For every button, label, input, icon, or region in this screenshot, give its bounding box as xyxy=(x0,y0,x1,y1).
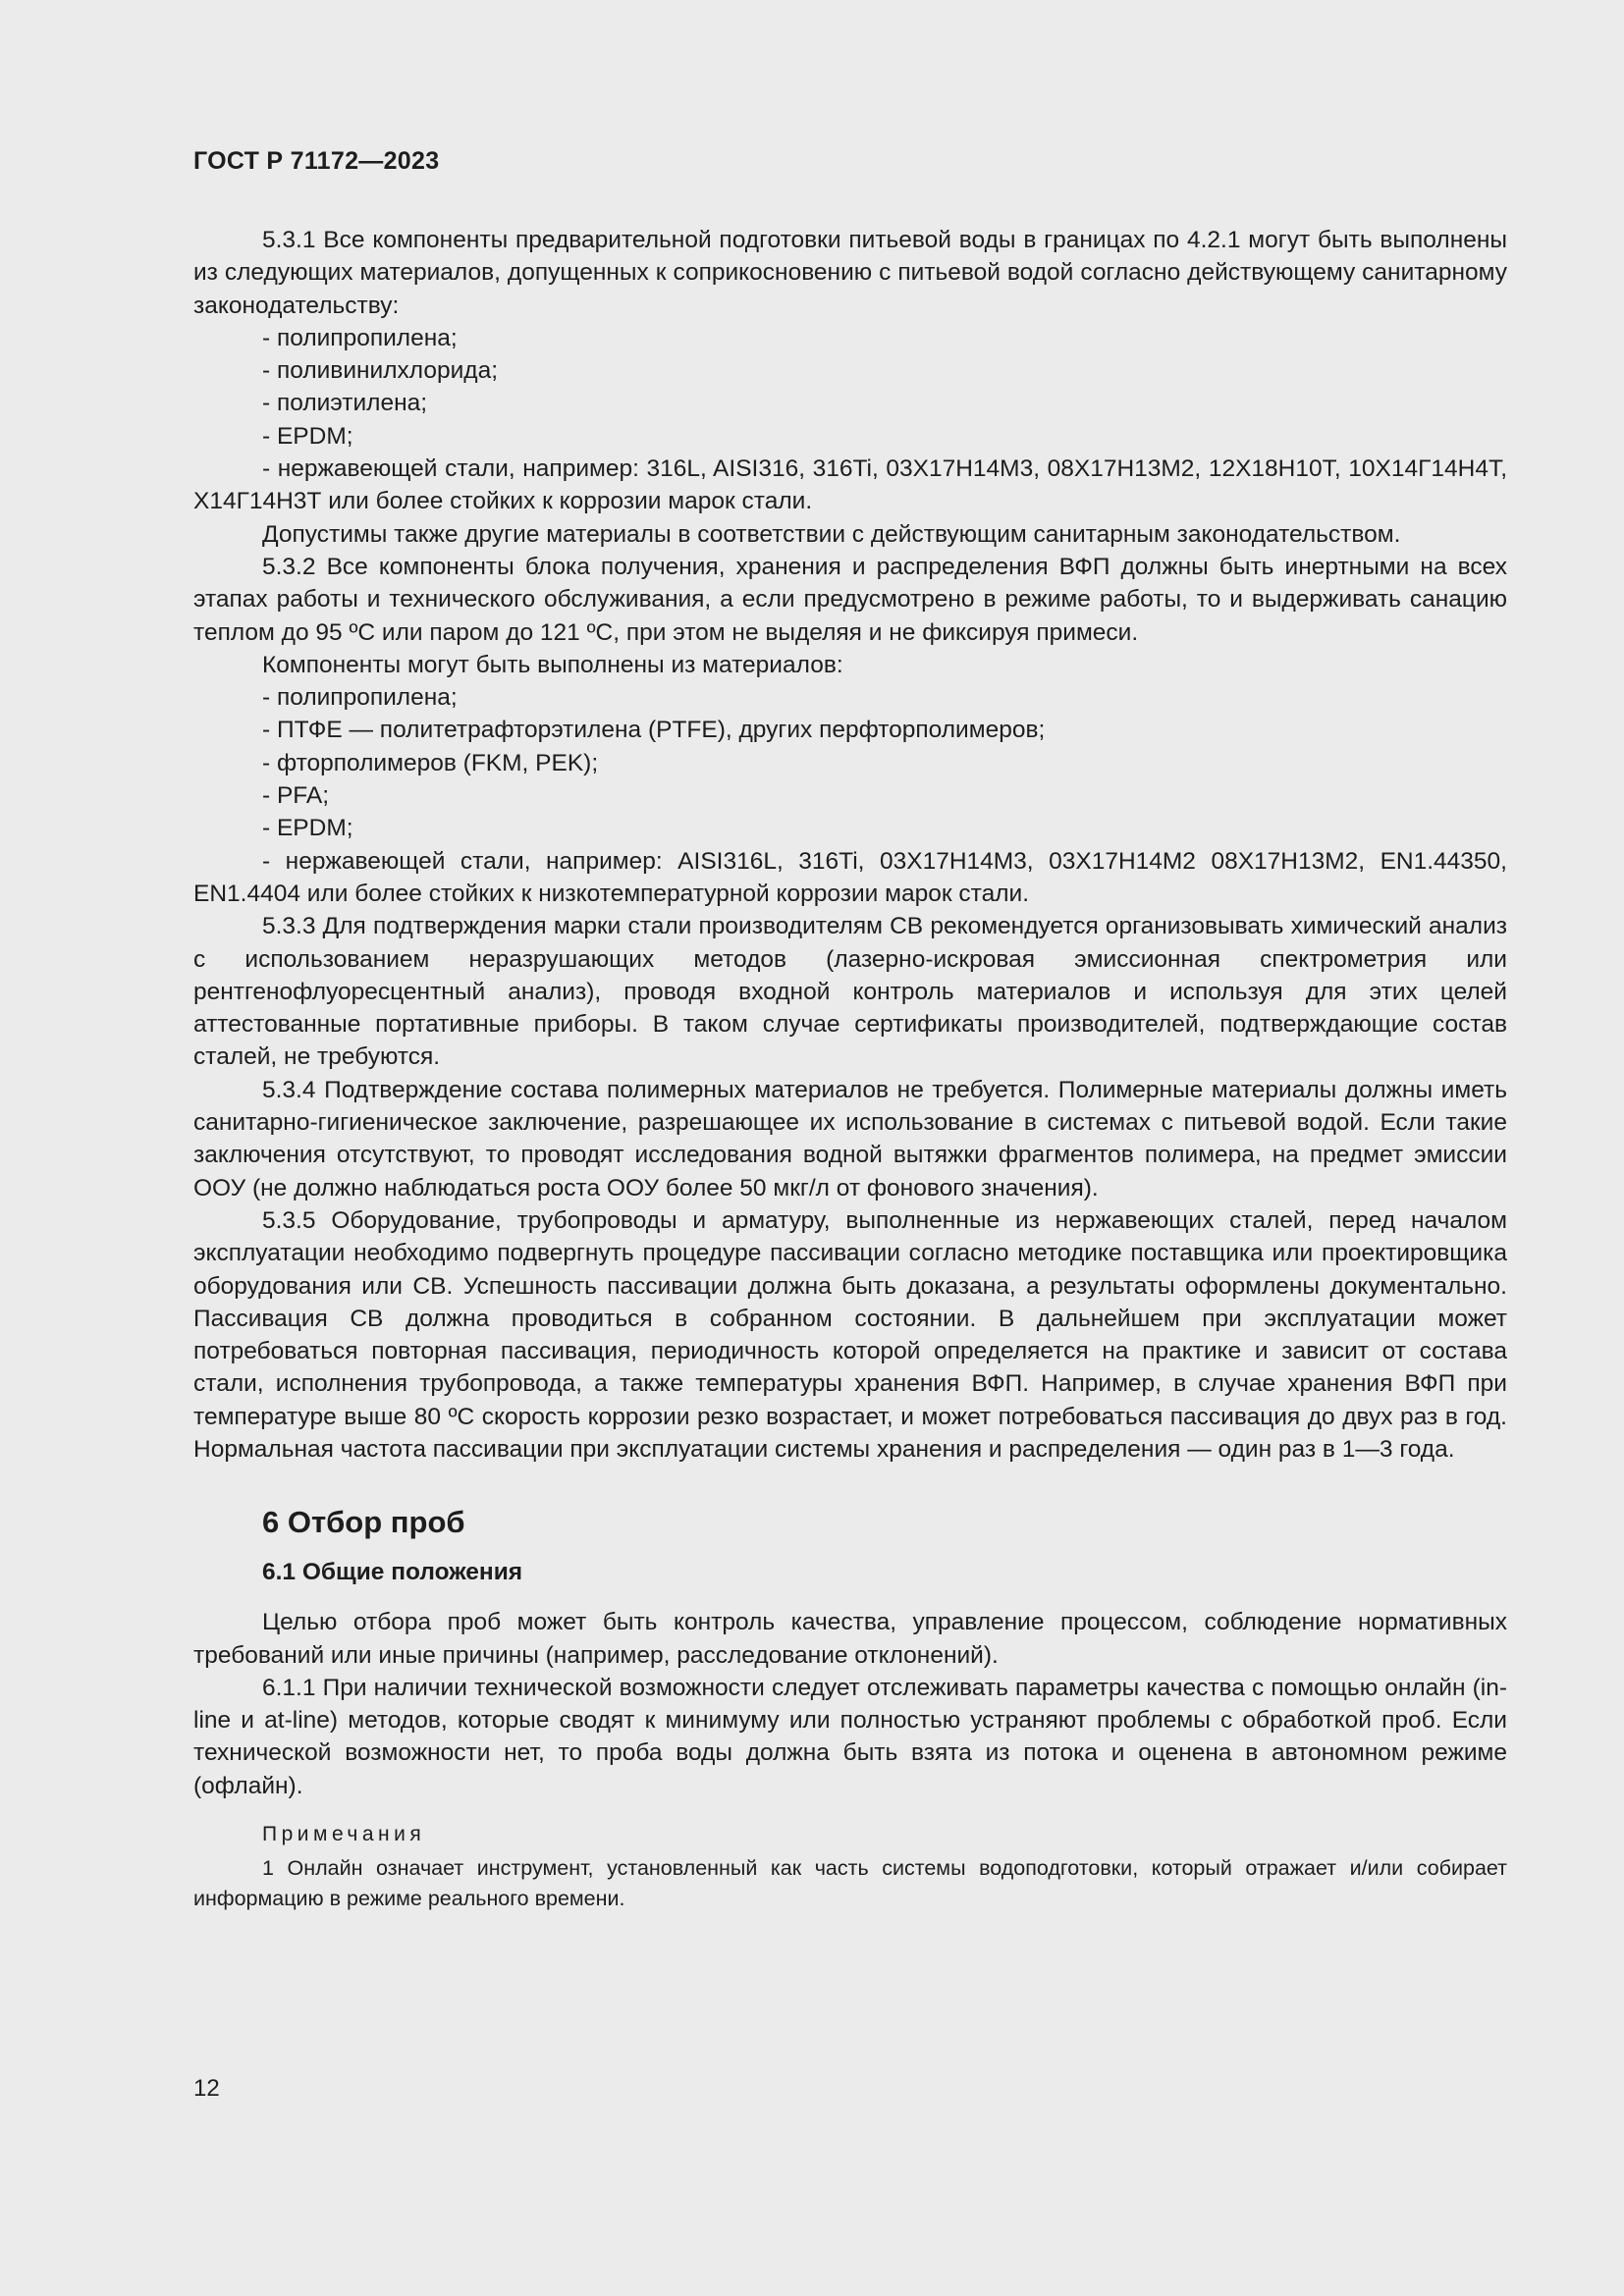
page-number: 12 xyxy=(193,2075,220,2102)
list-item: - полипропилена; xyxy=(262,684,458,712)
document-header: ГОСТ Р 71172—2023 xyxy=(193,147,440,175)
list-item: - фторполимеров (FKM, PEK); xyxy=(262,749,599,776)
list-item: - поливинилхлорида; xyxy=(262,357,498,385)
list-item: - EPDM; xyxy=(262,815,353,842)
section-6-heading: 6 Отбор проб xyxy=(262,1505,465,1540)
list-item: - полипропилена; xyxy=(262,324,458,351)
paragraph-5-3-2-intro: Компоненты могут быть выполнены из материалов: xyxy=(262,651,843,678)
paragraph-5-3-2: 5.3.2 Все компоненты блока получения, хранения и распределения ВФП должны быть инертными на всех этапах работы и технического обслуживания, а если предусмотрено в режиме работы, то и выдерживать санацию теплом до 95 ºС или паром до 121 ºС, при этом не выделяя и не фиксируя примеси. xyxy=(193,553,1507,646)
paragraph-5-3-1: 5.3.1 Все компоненты предварительной подготовки питьевой воды в границах по 4.2.1 могут быть выполнены из следующих материалов, допущенных к соприкосновению с питьевой водой согласно действующему санитарному законодательству: xyxy=(193,227,1507,319)
list-item: - нержавеющей стали, например: AISI316L, 316Ti, 03Х17Н14М3, 03Х17Н14М2 08Х17Н13М2, EN1.44350, EN1.4404 или более стойких к низкотемпературной коррозии марок стали. xyxy=(193,847,1507,907)
list-item: - EPDM; xyxy=(262,422,353,450)
paragraph-5-3-4: 5.3.4 Подтверждение состава полимерных материалов не требуется. Полимерные материалы должны иметь санитарно-гигиеническое заключение, разрешающее их использование в системах с питьевой водой. Если такие заключения отсутствуют, то проводят исследования водной вытяжки фрагментов полимера, на предмет эмиссии ООУ (не должно наблюдаться роста ООУ более 50 мкг/л от фонового значения). xyxy=(193,1076,1507,1201)
note-1: 1 Онлайн означает инструмент, установленный как часть системы водоподготовки, который отражает и/или собирает информацию в режиме реального времени. xyxy=(193,1856,1507,1911)
section-6-1-heading: 6.1 Общие положения xyxy=(262,1559,523,1586)
paragraph-5-3-1-extra: Допустимы также другие материалы в соответствии с действующим санитарным законодательством. xyxy=(262,520,1401,548)
list-item: - PFA; xyxy=(262,782,330,810)
paragraph-5-3-5: 5.3.5 Оборудование, трубопроводы и арматуру, выполненные из нержавеющих сталей, перед началом эксплуатации необходимо подвергнуть процедуре пассивации согласно методике поставщика или проектировщика оборудования или СВ. Успешность пассивации должна быть доказана, а результаты оформлены документально. Пассивация СВ должна проводиться в собранном состоянии. В дальнейшем при эксплуатации может потребоваться повторная пассивация, периодичность которой определяется на практике и зависит от состава стали, исполнения трубопровода, а также температуры хранения ВФП. Например, в случае хранения ВФП при температуре выше 80 ºС скорость коррозии резко возрастает, и может потребоваться пассивация до двух раз в год. Нормальная частота пассивации при эксплуатации системы хранения и распределения — один раз в 1—3 года. xyxy=(193,1206,1507,1463)
list-item: - ПТФЕ — политетрафторэтилена (PTFE), других перфторполимеров; xyxy=(262,717,1046,744)
document-body xyxy=(193,224,1507,1914)
paragraph-6-1: Целью отбора проб может быть контроль качества, управление процессом, соблюдение нормативных требований или иные причины (например, расследование отклонений). xyxy=(193,1609,1507,1669)
list-item: - нержавеющей стали, например: 316L, AISI316, 316Ti, 03Х17Н14М3, 08Х17Н13М2, 12Х18Н10Т, 10Х14Г14Н4Т, Х14Г14Н3Т или более стойких к коррозии марок стали. xyxy=(193,455,1507,515)
paragraph-6-1-1: 6.1.1 При наличии технической возможности следует отслеживать параметры качества с помощью онлайн (in-line и at-line) методов, которые сводят к минимуму или полностью устраняют проблемы с обработкой проб. Если технической возможности нет, то проба воды должна быть взята из потока и оценена в автономном режиме (офлайн). xyxy=(193,1674,1507,1799)
paragraph-5-3-3: 5.3.3 Для подтверждения марки стали производителям СВ рекомендуется организовывать химический анализ с использованием неразрушающих методов (лазерно-искровая эмиссионная спектрометрия или рентгенофлуоресцентный анализ), проводя входной контроль материалов и используя для этих целей аттестованные портативные приборы. В таком случае сертификаты производителей, подтверждающие состав сталей, не требуются. xyxy=(193,913,1507,1071)
notes-heading: Примечания xyxy=(262,1823,426,1846)
list-item: - полиэтилена; xyxy=(262,390,428,417)
